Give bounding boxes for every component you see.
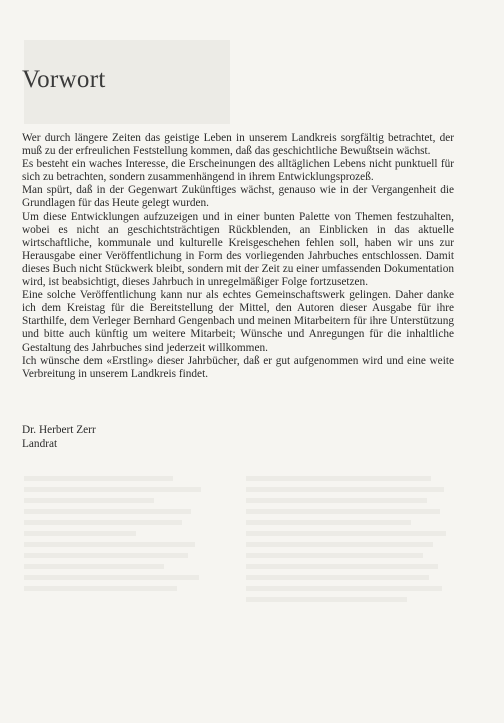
paragraph: Um diese Entwicklungen aufzuzeigen und in einer bunten Palette von Themen festzuhalten, wobei es nicht an geschichtsträchtigen Rückblenden, an Einblicken in das aktuelle wirtschaftliche, kommunale und kulturelle Kreisgeschehen fehlen soll, haben wir uns zur Herausgabe einer Veröffentlichung in Form des vorliegenden Jahrbuches entschlossen. Damit dieses Buch nicht Stückwerk bleibt, sondern mit der Zeit zu einer umfassenden Dokumentation wird, ist beabsichtigt, dieses Jahrbuch in unregelmäßiger Folge fortzusetzen. [22,210,454,289]
page-title: Vorwort [22,66,106,93]
paragraph: Wer durch längere Zeiten das geistige Leben in unserem Landkreis sorgfältig betrachtet, der muß zu der erfreulichen Feststellung kommen, daß das geschichtliche Bewußtsein wächst. [22,132,454,158]
paragraph: Man spürt, daß in der Gegenwart Zukünftiges wächst, genauso wie in der Vergangenheit die Grundlagen für das Heute gelegt wurden. [22,184,454,210]
paragraph: Eine solche Veröffentlichung kann nur als echtes Gemeinschaftswerk gelingen. Daher danke ich dem Kreistag für die Bereitstellung der Mittel, den Autoren dieser Ausgabe für ihre Starthilfe, dem Verleger Bernhard Gengenbach und meinen Mitarbeitern für ihre Unterstützung und bitte auch künftig um weitere Mitarbeit; Wünsche und Anregungen für die inhaltliche Gestaltung des Jahrbuches sind jederzeit willkommen. [22,289,454,354]
signature-role: Landrat [22,438,58,450]
signature-block [22,423,96,451]
show-through-text-right [246,470,452,640]
signature-name: Dr. Herbert Zerr [22,424,96,436]
show-through-text-left [24,470,210,630]
paragraph: Es besteht ein waches Interesse, die Erscheinungen des alltäglichen Lebens nicht punktuell für sich zu betrachten, sondern zusammenhängend in ihrem Entwicklungsprozeß. [22,158,454,184]
paragraph: Ich wünsche dem «Erstling» dieser Jahrbücher, daß er gut aufgenommen wird und eine weite Verbreitung in unserem Landkreis findet. [22,354,454,380]
foreword-body [22,132,454,381]
